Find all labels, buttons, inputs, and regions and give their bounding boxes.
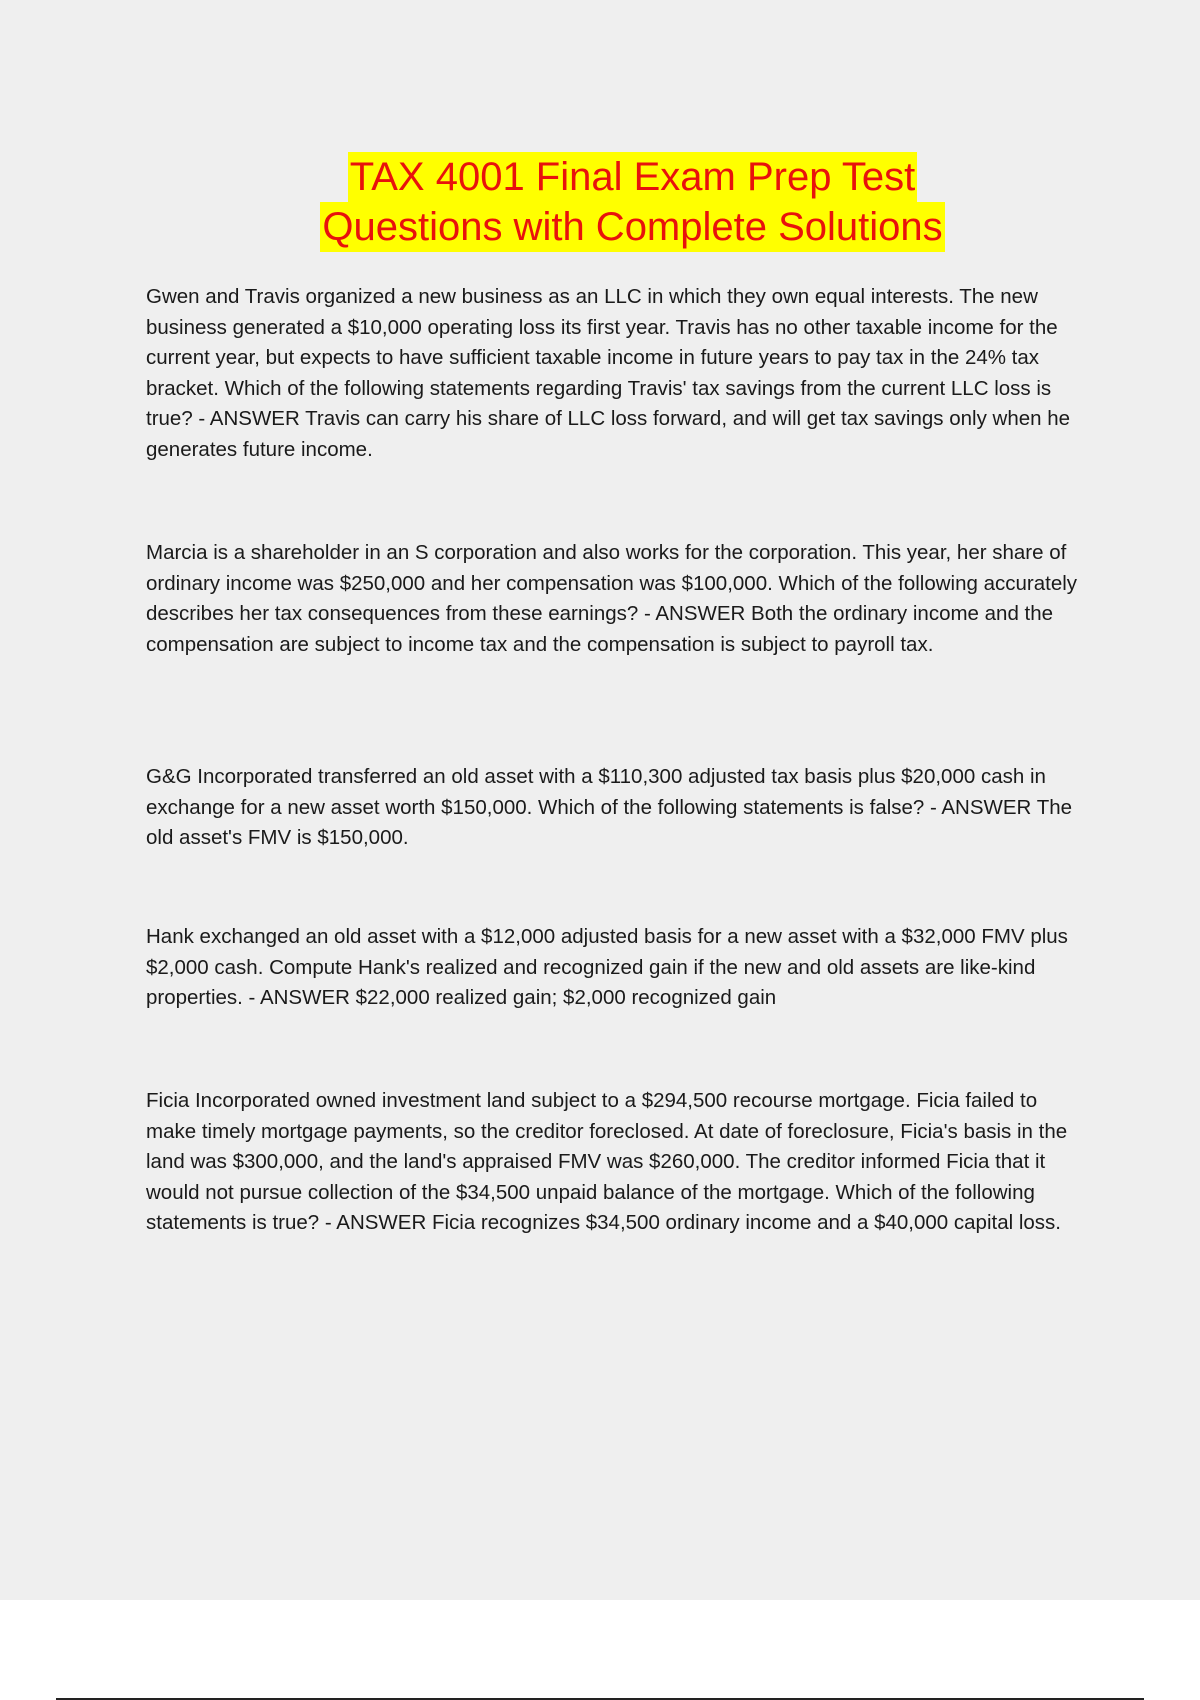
title-line-2: Questions with Complete Solutions [320,202,944,252]
question-answer-3: G&G Incorporated transferred an old asset with a $110,300 adjusted tax basis plus $20,000 cash in exchange for a new asset worth $150,000. Which of the following statements is false? - ANSWER The old asset's FMV is $150,000. [146,765,1073,849]
page-gap [0,1600,1200,1700]
title-line-1: TAX 4001 Final Exam Prep Test [348,152,917,202]
document-title [0,152,1200,252]
question-answer-1: Gwen and Travis organized a new business as an LLC in which they own equal interests. The new business generated a $10,000 operating loss its first year. Travis has no other taxable income for the current year, but expects to have sufficient taxable income in future years to pay tax in the 24% tax bracket. Which of the following statements regarding Travis' tax savings from the current LLC loss is true? - ANSWER Travis can carry his share of LLC loss forward, and will get tax savings only when he generates future income. [146,285,1071,461]
question-answer-2: Marcia is a shareholder in an S corporation and also works for the corporation. This year, her share of ordinary income was $250,000 and her compensation was $100,000. Which of the following accurately describes her tax consequences from these earnings? - ANSWER Both the ordinary income and the compensation are subject to income tax and the compensation is subject to payroll tax. [146,541,1078,656]
question-answer-5: Ficia Incorporated owned investment land subject to a $294,500 recourse mortgage. Ficia failed to make timely mortgage payments, so the creditor foreclosed. At date of foreclosure, Ficia's basis in the land was $300,000, and the land's appraised FMV was $260,000. The creditor informed Ficia that it would not pursue collection of the $34,500 unpaid balance of the mortgage. Which of the following statements is true? - ANSWER Ficia recognizes $34,500 ordinary income and a $40,000 capital loss. [146,1089,1068,1234]
question-answer-4: Hank exchanged an old asset with a $12,000 adjusted basis for a new asset with a $32,000 FMV plus $2,000 cash. Compute Hank's realized and recognized gain if the new and old assets are like-kind properties. - ANSWER $22,000 realized gain; $2,000 recognized gain [146,925,1068,1009]
